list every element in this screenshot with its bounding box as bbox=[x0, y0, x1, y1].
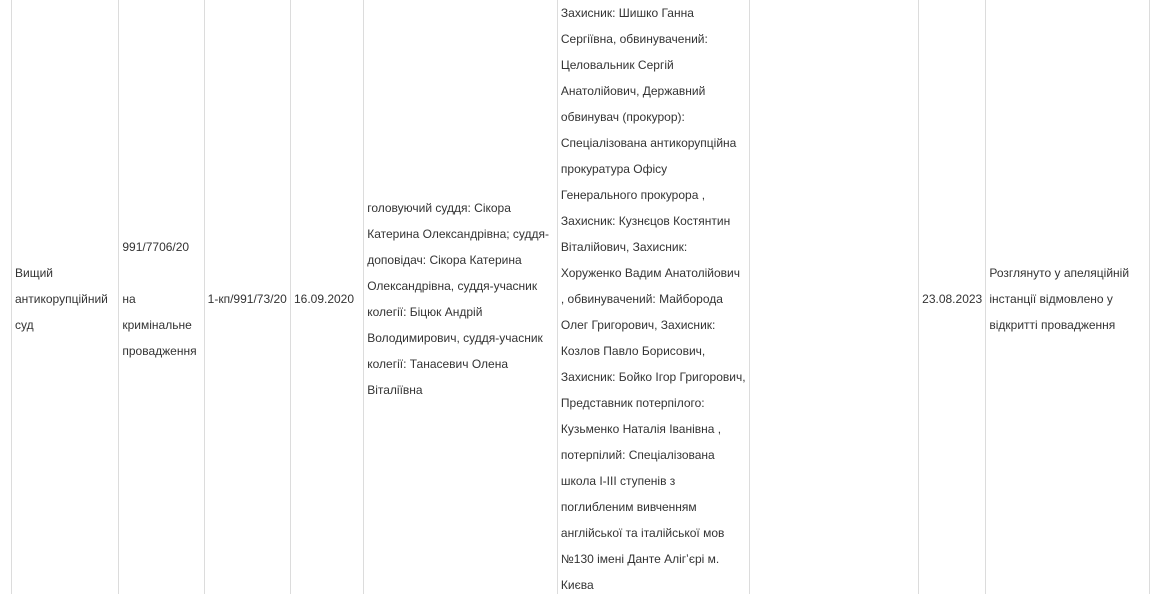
parties-cell bbox=[557, 0, 749, 594]
registration-date-cell bbox=[290, 0, 363, 594]
case-parties: Захисник: Шишко Ганна Сергіївна, обвинувачений: Целовальник Сергій Анатолійович, Державний обвинувач (прокурор): Спеціалізована антикорупційна прокуратура Офісу Генерального прокурора , Захисник: Кузнєцов Костянтин Віталійович, Захисник: Хоруженко Вадим Анатолійович , обвинувачений: Майборода Олег Григорович, Захисник: Козлов Павло Борисович, Захисник: Бойко Ігор Григорович, Представник потерпілого: Кузьменко Наталія Іванівна , потерпілий: Спеціалізована школа I-III ступенів з поглибленим вивченням англійської та італійської мов №130 імені Данте Алігʼєрі м. Києва bbox=[560, 6, 746, 592]
registration-date: 16.09.2020 bbox=[293, 292, 355, 306]
spacer bbox=[122, 260, 200, 286]
case-type: на кримінальне провадження bbox=[122, 292, 197, 358]
court-name: Вищий антикорупційний суд bbox=[15, 266, 108, 332]
court-name-cell bbox=[12, 0, 119, 594]
proceeding-number: 1-кп/991/73/20 bbox=[207, 292, 287, 306]
judges-cell bbox=[364, 0, 558, 594]
case-result: Розглянуто у апеляційній інстанції відмовлено у відкритті провадження bbox=[989, 266, 1130, 332]
empty-cell bbox=[749, 0, 919, 594]
result-cell bbox=[986, 0, 1150, 594]
judges-composition: головуючий суддя: Сікора Катерина Олександрівна; суддя-доповідач: Сікора Катерина Олександрівна, суддя-учасник колегії: Біцюк Андрій Володимирович, суддя-учасник колегії: Танасевич Олена Віталіївна bbox=[367, 201, 550, 397]
court-cases-table bbox=[11, 0, 1150, 594]
decision-date-cell bbox=[919, 0, 986, 594]
case-number: 991/7706/20 bbox=[122, 240, 190, 254]
decision-date: 23.08.2023 bbox=[922, 292, 983, 306]
table-row bbox=[12, 0, 1150, 594]
case-number-cell bbox=[119, 0, 204, 594]
proceeding-number-cell bbox=[204, 0, 290, 594]
